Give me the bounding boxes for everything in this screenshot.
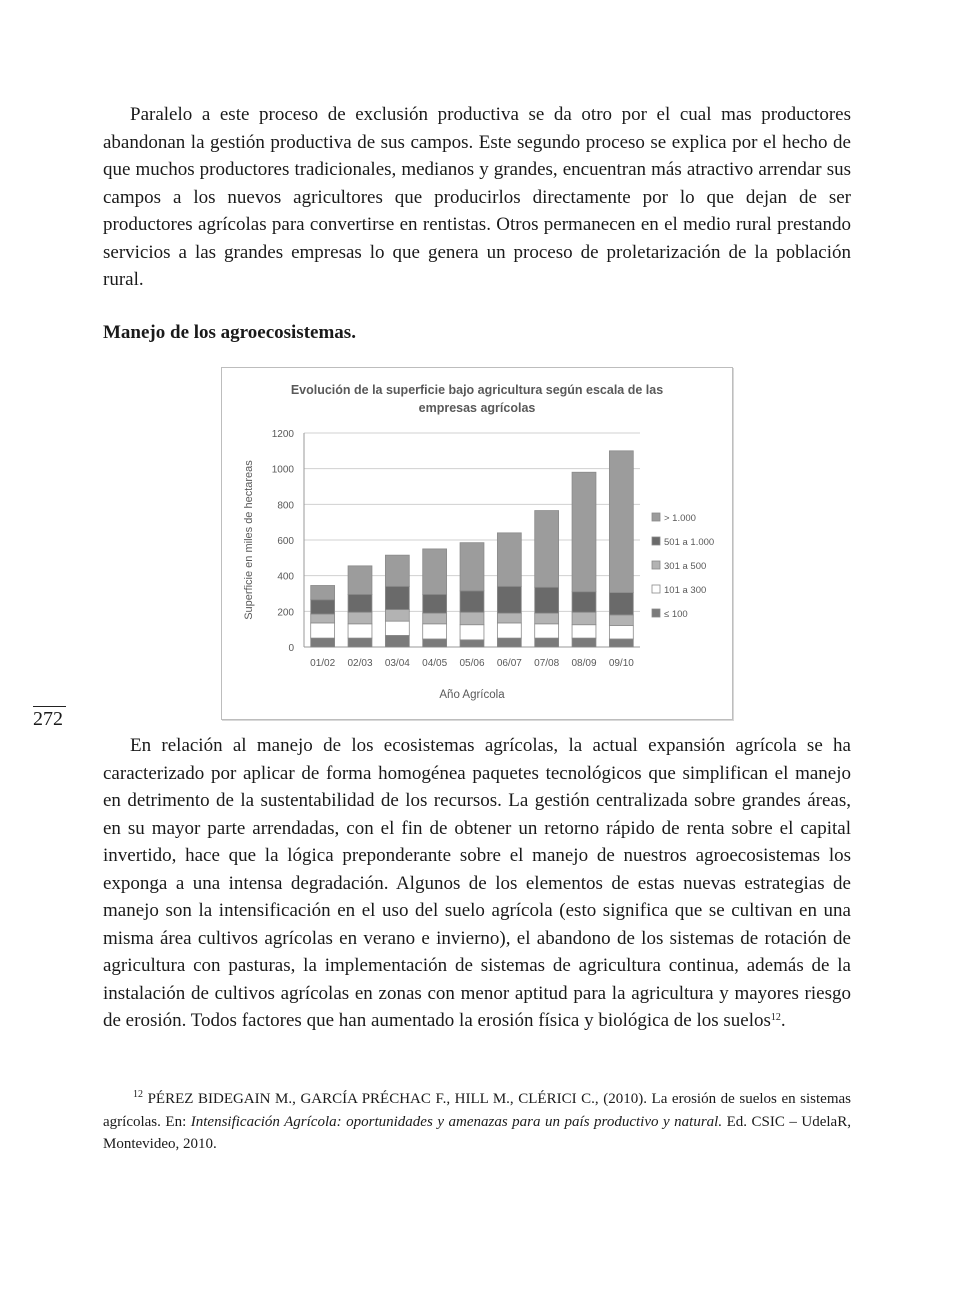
chart-title-line-2: empresas agrícolas <box>418 401 536 415</box>
bar-segment <box>348 624 372 638</box>
bar-segment <box>497 533 521 587</box>
bar-segment <box>385 621 409 635</box>
bar-segment <box>460 543 484 591</box>
bar-segment <box>497 623 521 638</box>
footnote-publisher: Ed. CSIC – UdelaR, Montevideo, 2010. <box>103 1113 851 1152</box>
legend-swatch <box>652 609 660 617</box>
bar-segment <box>460 625 484 640</box>
page-number-rule <box>33 706 66 707</box>
bar-segment <box>609 626 633 639</box>
legend-swatch <box>652 537 660 545</box>
bar-segment <box>348 594 372 612</box>
bar-segment <box>572 472 596 591</box>
bar-segment <box>609 639 633 647</box>
legend-swatch <box>652 513 660 521</box>
legend-label: 101 a 300 <box>664 585 707 596</box>
bar-segment <box>460 612 484 624</box>
y-tick-label: 400 <box>277 571 294 583</box>
bar-segment <box>311 638 335 647</box>
legend-label: ≤ 100 <box>664 609 688 620</box>
bar-segment <box>460 591 484 612</box>
x-tick-label: 01/02 <box>310 658 336 669</box>
paragraph-1: Paralelo a este proceso de exclusión productiva se da otro por el cual mas productores abandonan la gestión productiva de sus campos. Este segundo proceso se explica por el hecho de que muchos productores tradicionales, medianos y grandes, encuentran más atractivo arrendar sus campos a los nuevos agricultores que producirlos directamente por lo que dejan de ser productores agrícolas para convertirse en rentistas. Otros permanecen en el medio rural prestando servicios a las grandes empresas lo que genera un proceso de proletarización de la población rural. <box>103 104 851 290</box>
bar-segment <box>460 640 484 647</box>
footnote <box>103 1088 851 1156</box>
bar-segment <box>385 555 409 586</box>
paragraph-2-text: En relación al manejo de los ecosistemas agrícolas, la actual expansión agrícola se ha caracterizado por aplicar de forma homogénea paquetes tecnológicos que simplifican el manejo en detrimento de la sustentabilidad de los recursos. La gestión centralizada sobre grandes áreas, en su mayor parte arrendadas, con el fin de obtener un retorno rápido de renta sobre el capital invertido, hace que la lógica preponderante sobre el manejo de nuestros agroecosistemas los exponga a una intensa degradación. Algunos de los elementos de estas nuevas estrategias de manejo son la intensificación en el uso del suelo agrícola (esto significa que se cultivan en una misma área cultivos agrícolas en verano e invierno), el abandono de los sistemas de rotación de agricultura con pasturas, la implementación de sistemas de agricultura continua, además de la instalación de cultivos agrícolas en zonas con menor aptitud para la agricultura y mayores riesgo de erosión. Todos factores que han aumentado la erosión física y biológica de los suelos <box>103 735 851 1031</box>
x-tick-label: 02/03 <box>347 658 373 669</box>
bar-segment <box>423 613 447 624</box>
bar-segment <box>497 586 521 613</box>
x-tick-label: 08/09 <box>571 658 597 669</box>
x-tick-label: 07/08 <box>534 658 560 669</box>
bar-segment <box>609 451 633 593</box>
y-tick-label: 1200 <box>271 429 294 440</box>
y-tick-label: 800 <box>277 500 294 512</box>
bar-segment <box>348 638 372 647</box>
bar-segment <box>572 592 596 613</box>
bar-segment <box>311 600 335 614</box>
legend-label: 301 a 500 <box>664 561 707 572</box>
bar-segment <box>385 610 409 622</box>
y-axis-label: Superficie en miles de hectareas <box>243 460 255 620</box>
x-tick-label: 05/06 <box>459 658 485 669</box>
x-tick-label: 09/10 <box>608 658 634 669</box>
page-number: 272 <box>33 708 63 730</box>
chart-figure <box>221 367 733 720</box>
footnote-book-title: Intensificación Agrícola: oportunidades y amenazas para un país productivo y natural. <box>190 1113 723 1130</box>
stacked-bar-chart <box>222 368 732 719</box>
legend-label: 501 a 1.000 <box>664 537 715 548</box>
bar-segment <box>535 638 559 647</box>
y-tick-label: 600 <box>277 536 294 547</box>
bar-segment <box>572 638 596 647</box>
bar-segment <box>572 625 596 638</box>
bar-segment <box>348 566 372 595</box>
bar-segment <box>311 585 335 599</box>
bar-segment <box>535 624 559 638</box>
bar-segment <box>497 613 521 623</box>
bar-segment <box>609 615 633 626</box>
chart-title-line-1: Evolución de la superficie bajo agricultura según escala de las <box>290 383 664 397</box>
bar-segment <box>385 586 409 609</box>
bar-segment <box>423 624 447 639</box>
bar-segment <box>311 614 335 623</box>
bar-segment <box>311 623 335 638</box>
y-tick-label: 1000 <box>271 464 294 476</box>
bar-segment <box>572 612 596 624</box>
x-tick-label: 03/04 <box>384 658 410 669</box>
footnote-authors: PÉREZ BIDEGAIN M., GARCÍA PRÉCHAC F., HILL M., CLÉRICI C., (2010). La erosión de suelos en sistemas agrícolas. En: <box>103 1091 852 1130</box>
y-tick-label: 0 <box>288 643 294 654</box>
x-axis-label: Año Agrícola <box>439 689 505 701</box>
bar-segment <box>423 639 447 647</box>
bar-segment <box>385 635 409 647</box>
bar-segment <box>423 549 447 594</box>
footnote-number: 12 <box>133 1089 143 1100</box>
legend-swatch <box>652 585 660 593</box>
x-tick-label: 06/07 <box>496 658 522 669</box>
x-tick-label: 04/05 <box>422 658 448 669</box>
section-heading: Manejo de los agroecosistemas. <box>103 322 356 343</box>
footnote-reference: 12 <box>770 1012 781 1023</box>
paragraph-2 <box>103 732 851 1035</box>
bar-segment <box>535 511 559 588</box>
y-tick-label: 200 <box>277 607 294 619</box>
bar-segment <box>423 594 447 613</box>
paragraph-2-end: . <box>780 1010 786 1031</box>
bar-segment <box>497 638 521 647</box>
bar-segment <box>535 587 559 613</box>
bar-segment <box>609 593 633 615</box>
bar-segment <box>535 613 559 624</box>
legend-label: > 1.000 <box>664 513 696 524</box>
legend-swatch <box>652 561 660 569</box>
bar-segment <box>348 612 372 624</box>
